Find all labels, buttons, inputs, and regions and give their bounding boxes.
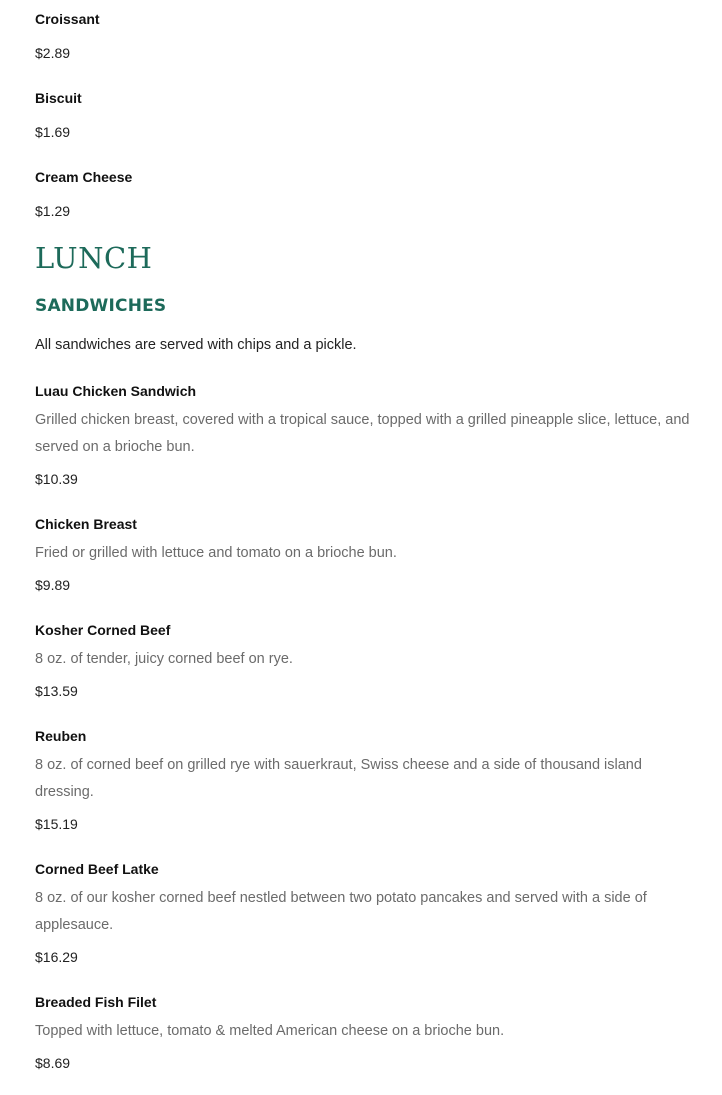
menu-item-name: Kosher Corned Beef [35,622,171,638]
menu-item-name: Biscuit [35,90,82,106]
menu-item-name: Corned Beef Latke [35,861,159,877]
menu-item-price: $8.69 [35,1055,71,1071]
menu-item-price: $1.29 [35,203,71,219]
sandwich-list [35,382,695,1095]
subsection-title-sandwiches: SANDWICHES [35,296,167,316]
menu-item [35,727,695,833]
menu-item-price: $13.59 [35,683,78,699]
menu-item [35,168,132,220]
menu-item-name: Cream Cheese [35,169,133,185]
section-title-lunch: LUNCH [35,241,153,275]
menu-item-price: $16.29 [35,949,78,965]
menu-item-description: Fried or grilled with lettuce and tomato on a brioche bun. [35,545,397,561]
menu-item-price: $9.89 [35,577,71,593]
menu-item [35,382,695,488]
menu-item-description: Topped with lettuce, tomato & melted American cheese on a brioche bun. [35,1023,505,1039]
menu-item-description: Grilled chicken breast, covered with a tropical sauce, topped with a grilled pineapple slice, lettuce, and served on a brioche bun. [35,412,690,455]
menu-item [35,860,695,966]
menu-item-price: $15.19 [35,816,78,832]
menu-item-price: $10.39 [35,471,78,487]
menu-item-name: Chicken Breast [35,516,137,532]
subsection-note: All sandwiches are served with chips and a pickle. [35,337,357,353]
menu-item-price: $1.69 [35,124,71,140]
menu-item [35,10,100,62]
menu-item-price: $2.89 [35,45,71,61]
menu-item-name: Luau Chicken Sandwich [35,383,197,399]
menu-item-description: 8 oz. of tender, juicy corned beef on rye. [35,651,293,667]
menu-item-description: 8 oz. of corned beef on grilled rye with sauerkraut, Swiss cheese and a side of thousand island dressing. [35,757,642,800]
menu-item [35,89,82,141]
menu-item [35,621,695,700]
menu-item-name: Breaded Fish Filet [35,994,157,1010]
menu-item-name: Reuben [35,728,87,744]
menu-item [35,515,695,594]
menu-item-name: Croissant [35,11,100,27]
menu-item-description: 8 oz. of our kosher corned beef nestled between two potato pancakes and served with a side of applesauce. [35,890,647,933]
menu-item [35,993,695,1072]
